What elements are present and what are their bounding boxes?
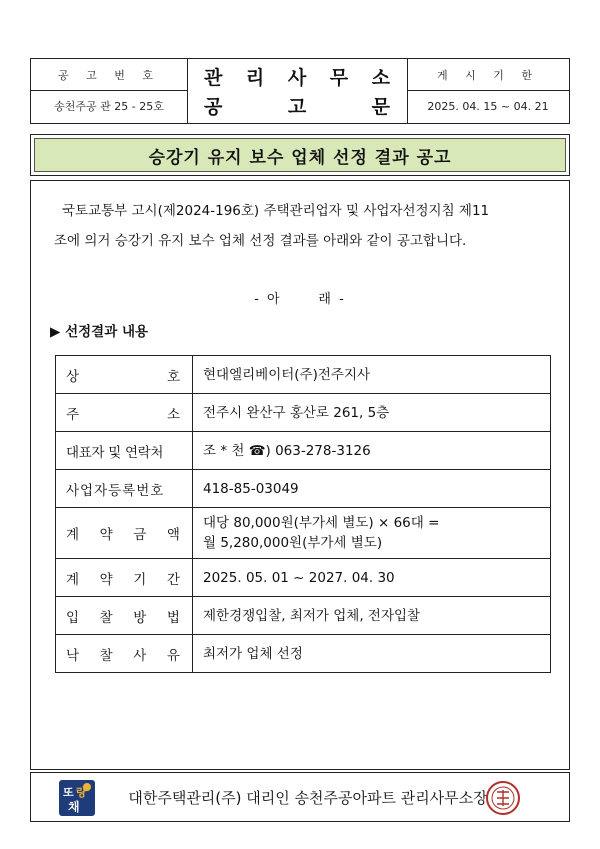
- row-key: 주 소: [56, 394, 193, 432]
- result-table: [55, 355, 551, 673]
- row-value: 현대엘리베이터(주)전주지사: [193, 356, 551, 394]
- row-value: 조 * 천 ☎) 063-278-3126: [193, 432, 551, 470]
- svg-text:채: 채: [68, 800, 80, 814]
- svg-text:랑: 랑: [76, 786, 87, 799]
- row-key: 사업자등록번호: [56, 470, 193, 508]
- table-row: [56, 394, 551, 432]
- row-key: 계 약 금 액: [56, 508, 193, 559]
- table-row: [56, 432, 551, 470]
- table-row: [56, 470, 551, 508]
- office-title: 관 리 사 무 소: [204, 66, 390, 89]
- row-key: 대표자 및 연락처: [56, 432, 193, 470]
- intro-paragraph: [54, 196, 554, 256]
- table-row: [56, 559, 551, 597]
- posting-period-label: 게 시 기 한: [437, 68, 539, 82]
- company-logo-icon: [59, 780, 95, 816]
- row-value: 최저가 업체 선정: [193, 635, 551, 673]
- table-row: [56, 356, 551, 394]
- svg-text:또: 또: [63, 786, 74, 799]
- announcement-no-value: 송천주공 관 25 - 25호: [54, 100, 164, 113]
- below-marker: - 아 래 -: [254, 292, 346, 307]
- row-value: 2025. 05. 01 ~ 2027. 04. 30: [193, 559, 551, 597]
- announcement-no-label: 공 고 번 호: [58, 68, 160, 82]
- table-row: [56, 635, 551, 673]
- row-key: 입 찰 방 법: [56, 597, 193, 635]
- footer-signature-box: [30, 772, 570, 822]
- section-title: ▶ 선정결과 내용: [50, 324, 149, 340]
- row-value: 대당 80,000원(부가세 별도) × 66대 = 월 5,280,000원(부가세 별도): [193, 508, 551, 559]
- row-key: 낙 찰 사 유: [56, 635, 193, 673]
- official-seal-icon: [485, 780, 521, 816]
- notice-title: 공 고 문: [204, 95, 390, 118]
- row-value: 전주시 완산구 홍산로 261, 5층: [193, 394, 551, 432]
- table-row: [56, 597, 551, 635]
- row-key: 상 호: [56, 356, 193, 394]
- paragraph-line: 국토교통부 고시(제2024-196호) 주택관리업자 및 사업자선정지침 제11: [62, 203, 490, 219]
- paragraph-line: 조에 의거 승강기 유지 보수 업체 선정 결과를 아래와 같이 공고합니다.: [54, 233, 467, 249]
- banner-title: 승강기 유지 보수 업체 선정 결과 공고: [34, 138, 566, 172]
- header-table: [30, 58, 570, 124]
- signature-text: 대한주택관리(주) 대리인 송천주공아파트 관리사무소장: [128, 788, 488, 807]
- row-value: 제한경쟁입찰, 최저가 업체, 전자입찰: [193, 597, 551, 635]
- posting-period-value: 2025. 04. 15 ~ 04. 21: [427, 99, 549, 113]
- row-value: 418-85-03049: [193, 470, 551, 508]
- title-banner: [30, 134, 570, 176]
- table-row: [56, 508, 551, 559]
- row-key: 계 약 기 간: [56, 559, 193, 597]
